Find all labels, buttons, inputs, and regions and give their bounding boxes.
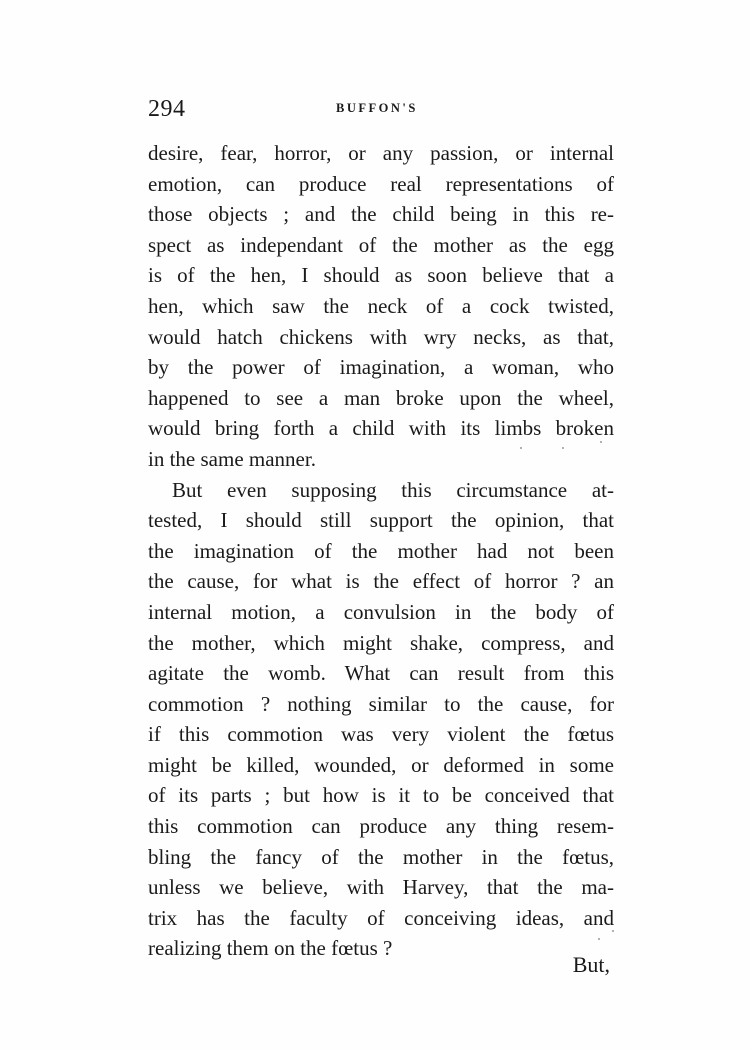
scan-speck xyxy=(598,938,600,940)
page-number: 294 xyxy=(148,96,186,122)
text-line: the imagination of the mother had not been xyxy=(148,538,614,563)
running-head: BUFFON'S xyxy=(336,101,418,115)
text-line: realizing them on the fœtus ? xyxy=(148,936,393,961)
scan-speck xyxy=(612,930,614,932)
text-line: by the power of imagination, a woman, who xyxy=(148,355,614,380)
text-line: But even supposing this circumstance at- xyxy=(172,477,614,502)
text-line: commotion ? nothing similar to the cause, for xyxy=(148,691,614,716)
text-line: in the same manner. xyxy=(148,446,316,471)
text-line: hen, which saw the neck of a cock twisted, xyxy=(148,293,614,318)
text-line: bling the fancy of the mother in the fœtus, xyxy=(148,844,614,869)
text-line: trix has the faculty of conceiving ideas, and xyxy=(148,905,614,930)
text-line: would bring forth a child with its limbs broken xyxy=(148,416,614,441)
text-line: agitate the womb. What can result from this xyxy=(148,661,614,686)
text-line: the cause, for what is the effect of horror ? an xyxy=(148,569,614,594)
text-line: is of the hen, I should as soon believe that a xyxy=(148,263,614,288)
text-line: the mother, which might shake, compress, and xyxy=(148,630,614,655)
text-line: might be killed, wounded, or deformed in some xyxy=(148,752,614,777)
text-line: desire, fear, horror, or any passion, or internal xyxy=(148,141,614,165)
text-line: this commotion can produce any thing resem- xyxy=(148,814,614,839)
text-line: happened to see a man broke upon the wheel, xyxy=(148,385,614,410)
scan-speck xyxy=(600,441,602,443)
catchword: But, xyxy=(572,952,610,977)
text-line: of its parts ; but how is it to be conceived that xyxy=(148,783,614,808)
text-line: spect as independant of the mother as the egg xyxy=(148,232,614,257)
scan-speck xyxy=(520,447,522,449)
body-text xyxy=(148,138,614,964)
text-line: tested, I should still support the opinion, that xyxy=(148,508,614,533)
text-line: those objects ; and the child being in this re- xyxy=(148,202,614,227)
scan-speck xyxy=(562,447,564,449)
text-line: if this commotion was very violent the fœtus xyxy=(148,722,614,747)
text-line: internal motion, a convulsion in the body of xyxy=(148,599,614,624)
text-line: would hatch chickens with wry necks, as that, xyxy=(148,324,614,349)
text-line: unless we believe, with Harvey, that the ma- xyxy=(148,875,614,900)
text-line: emotion, can produce real representations of xyxy=(148,171,614,196)
